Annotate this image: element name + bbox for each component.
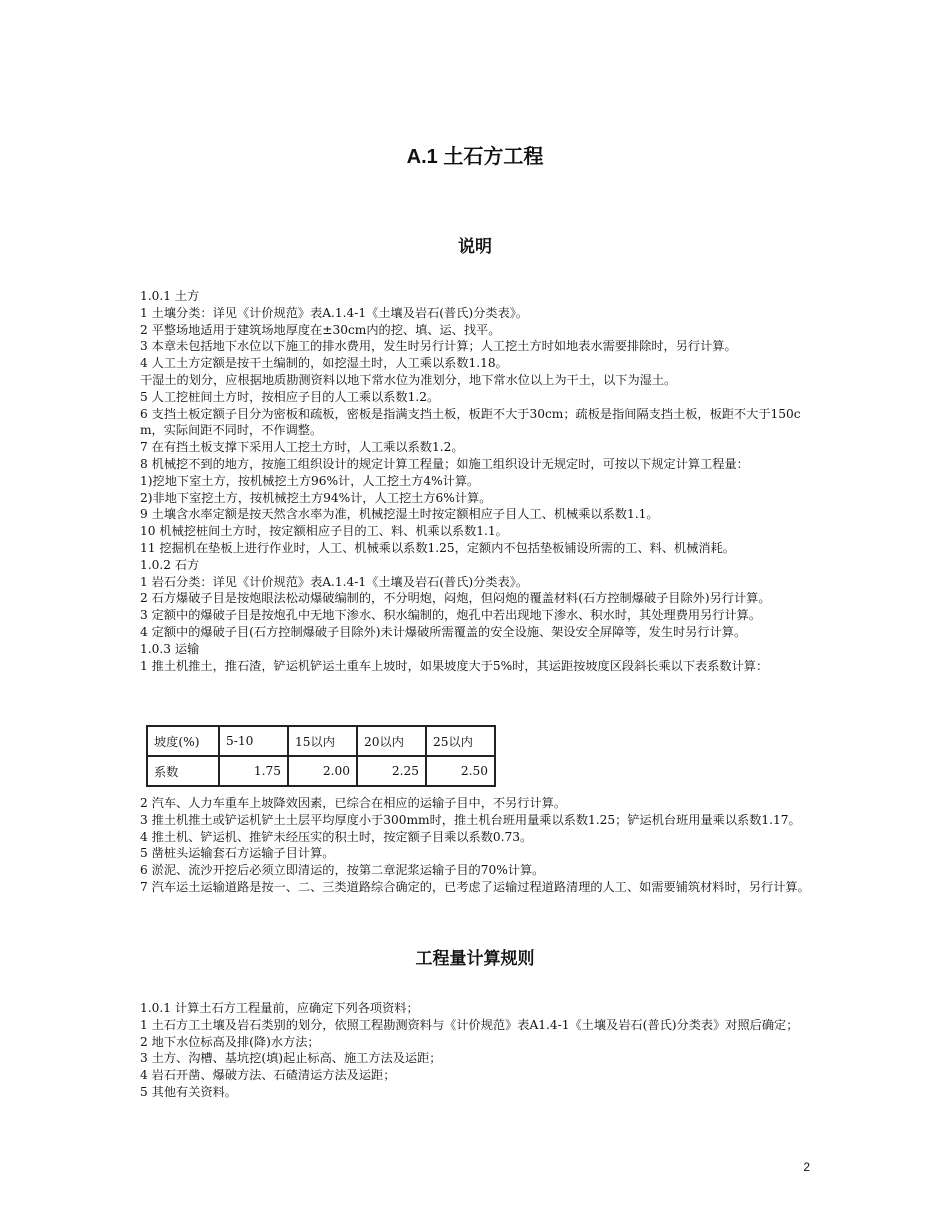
page-title: A.1 土石方工程 (406, 146, 544, 168)
table-cell: 15以内 (288, 726, 357, 756)
notes-line: 5 凿桩头运输套石方运输子目计算。 (140, 846, 335, 861)
rules-line: 4 岩石开凿、爆破方法、石碴清运方法及运距； (140, 1068, 396, 1083)
table-cell: 系数 (147, 756, 219, 786)
notes-line: 2 平整场地适用于建筑场地厚度在±30cm内的挖、填、运、找平。 (140, 322, 501, 337)
table-row (147, 726, 495, 756)
notes-block (140, 288, 820, 674)
table-cell: 2.00 (288, 756, 357, 786)
notes-line: 9 土壤含水率定额是按天然含水率为准，机械挖湿土时按定额相应子目人工、机械乘以系数1.1。 (140, 507, 659, 522)
rules-line: 1.0.1 计算土石方工程量前，应确定下列各项资料； (140, 1001, 419, 1015)
notes-after-table-block (140, 795, 820, 896)
rules-block (140, 1000, 820, 1101)
table-row (147, 756, 495, 786)
table-cell: 2.50 (426, 756, 495, 786)
table-cell: 1.75 (219, 756, 288, 786)
notes-line: 1 推土机推土，推石渣，铲运机铲运土重车上坡时，如果坡度大于5%时，其运距按坡度区段斜长乘以下表系数计算： (140, 658, 769, 673)
notes-line: 3 定额中的爆破子目是按炮孔中无地下渗水、积水编制的，炮孔中若出现地下渗水、积水时，其处理费用另行计算。 (140, 608, 762, 623)
notes-line: 8 机械挖不到的地方，按施工组织设计的规定计算工程量；如施工组织设计无规定时，可按以下规定计算工程量： (140, 456, 749, 471)
notes-line: 2 石方爆破子目是按炮眼法松动爆破编制的，不分明炮，闷炮，但闷炮的覆盖材料(石方控制爆破子目除外)另行计算。 (140, 591, 771, 606)
notes-line: 4 推土机、铲运机、推铲未经压实的积土时，按定额子目乘以系数0.73。 (140, 829, 533, 844)
rules-line: 3 土方、沟槽、基坑挖(填)起止标高、施工方法及运距； (140, 1051, 442, 1066)
table-cell: 20以内 (357, 726, 426, 756)
notes-line: 3 本章未包括地下水位以下施工的排水费用，发生时另行计算；人工挖土方时如地表水需要排除时，另行计算。 (140, 339, 737, 354)
notes-line: 1)挖地下室土方，按机械挖土方96%计，人工挖土方4%计算。 (140, 473, 480, 488)
notes-line: 2)非地下室挖土方，按机械挖土方94%计，人工挖土方6%计算。 (140, 490, 492, 505)
notes-line: 11 挖掘机在垫板上进行作业时，人工、机械乘以系数1.25，定额内不包括垫板铺设所需的工、料、机械消耗。 (140, 540, 735, 555)
slope-coefficient-table (146, 725, 496, 787)
table-cell: 2.25 (357, 756, 426, 786)
rules-line: 1 土石方工土壤及岩石类别的划分，依照工程勘测资料与《计价规范》表A1.4-1《土壤及岩石(普氏)分类表》对照后确定； (140, 1017, 799, 1032)
notes-line: 10 机械挖桩间土方时，按定额相应子目的工、料、机乘以系数1.1。 (140, 524, 508, 539)
notes-line: 3 推土机推土或铲运机铲土土层平均厚度小于300mm时，推土机台班用量乘以系数1.25；铲运机台班用量乘以系数1.17。 (140, 812, 801, 827)
section-heading-notes: 说明 (458, 237, 492, 256)
section-heading-rules: 工程量计算规则 (415, 949, 535, 968)
table-cell: 坡度(%) (147, 726, 219, 756)
notes-line: 1 岩石分类：详见《计价规范》表A.1.4-1《土壤及岩石(普氏)分类表》。 (140, 574, 529, 589)
notes-line: 7 在有挡土板支撑下采用人工挖土方时，人工乘以系数1.2。 (140, 440, 464, 455)
notes-line: 4 定额中的爆破子目(石方控制爆破子目除外)未计爆破所需覆盖的安全设施、架设安全屏障等，发生时另行计算。 (140, 624, 747, 639)
notes-line: 5 人工挖桩间土方时，按相应子目的人工乘以系数1.2。 (140, 389, 440, 404)
notes-line: 1.0.1 土方 (140, 289, 200, 303)
rules-line: 2 地下水位标高及排(降)水方法； (140, 1034, 320, 1049)
notes-line: 2 汽车、人力车重车上坡降效因素，已综合在相应的运输子目中，不另行计算。 (140, 796, 567, 810)
notes-line: 4 人工土方定额是按干土编制的，如挖湿土时，人工乘以系数1.18。 (140, 356, 508, 371)
notes-line: 6 淤泥、流沙开挖后必须立即清运的，按第二章泥浆运输子目的70%计算。 (140, 863, 545, 878)
page-number: 2 (803, 1160, 810, 1174)
notes-line: 6 支挡土板定额子目分为密板和疏板，密板是指满支挡土板，板距不大于30cm；疏板是指间隔支挡土板，板距不大于150cm，实际间距不同时，不作调整。 (140, 406, 801, 438)
table-cell: 25以内 (426, 726, 495, 756)
notes-line: 7 汽车运土运输道路是按一、二、三类道路综合确定的，已考虑了运输过程道路清理的人工、如需要铺筑材料时，另行计算。 (140, 879, 810, 894)
notes-line: 1.0.2 石方 (140, 557, 200, 572)
rules-line: 5 其他有关资料。 (140, 1084, 237, 1099)
notes-line: 1 土壤分类：详见《计价规范》表A.1.4-1《土壤及岩石(普氏)分类表》。 (140, 305, 529, 320)
notes-line: 1.0.3 运输 (140, 641, 200, 656)
notes-line: 干湿土的划分，应根据地质勘测资料以地下常水位为准划分，地下常水位以上为干土，以下为湿土。 (140, 372, 677, 387)
table-cell: 5-10 (219, 726, 288, 756)
